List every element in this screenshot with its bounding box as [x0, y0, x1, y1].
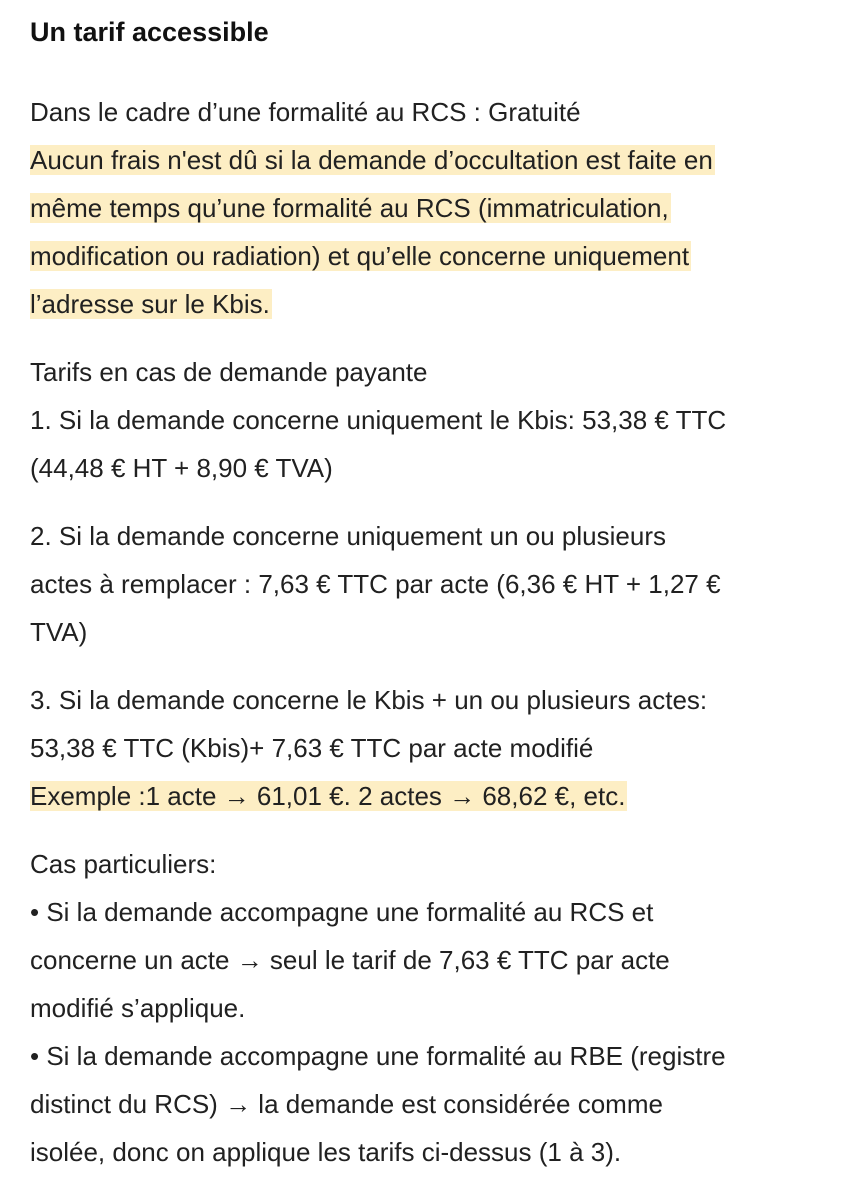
highlighted-text: l’adresse sur le Kbis. — [30, 289, 270, 319]
document — [30, 14, 830, 1176]
section-rcs-heading: Dans le cadre d’une formalité au RCS : Gratuité — [30, 97, 581, 127]
tarif-item-2: 2. Si la demande concerne uniquement un ou plusieurs — [30, 521, 666, 551]
section-item-2 — [30, 512, 830, 656]
section-cas-particuliers — [30, 840, 830, 1176]
highlight-line — [30, 136, 830, 184]
tarif-item-2-line: actes à remplacer : 7,63 € TTC par acte (6,36 € HT + 1,27 € — [30, 569, 721, 599]
tarif-item-1-detail: (44,48 € HT + 8,90 € TVA) — [30, 453, 333, 483]
tarif-item-3: 3. Si la demande concerne le Kbis + un ou plusieurs actes: — [30, 685, 708, 715]
highlight-line — [30, 232, 830, 280]
highlighted-text: Aucun frais n'est dû si la demande d’occultation est faite en — [30, 145, 713, 175]
section-item-3 — [30, 676, 830, 820]
cas-bullet-1: • Si la demande accompagne une formalité au RCS et — [30, 897, 654, 927]
cas-bullet-1-line: modifié s’applique. — [30, 993, 246, 1023]
highlighted-text: même temps qu’une formalité au RCS (immatriculation, — [30, 193, 669, 223]
tarif-item-2-line: TVA) — [30, 617, 88, 647]
example-highlight: Exemple :1 acte → 61,01 €. 2 actes → 68,62 €, etc. — [30, 781, 626, 811]
section-tarifs — [30, 348, 830, 492]
tarif-item-3-line: 53,38 € TTC (Kbis)+ 7,63 € TTC par acte modifié — [30, 733, 594, 763]
tarifs-heading: Tarifs en cas de demande payante — [30, 357, 428, 387]
cas-bullet-2-line: distinct du RCS) → la demande est considérée comme — [30, 1089, 663, 1119]
cas-bullet-2: • Si la demande accompagne une formalité au RBE (registre — [30, 1041, 726, 1071]
highlighted-text: modification ou radiation) et qu’elle concerne uniquement — [30, 241, 690, 271]
page-title: Un tarif accessible — [30, 17, 269, 47]
cas-heading: Cas particuliers: — [30, 849, 217, 879]
cas-bullet-2-line: isolée, donc on applique les tarifs ci-dessus (1 à 3). — [30, 1137, 622, 1167]
example-line — [30, 772, 830, 820]
highlight-line — [30, 184, 830, 232]
section-rcs-free — [30, 88, 830, 328]
cas-bullet-1-line: concerne un acte → seul le tarif de 7,63 € TTC par acte — [30, 945, 670, 975]
highlight-line — [30, 280, 830, 328]
tarif-item-1: 1. Si la demande concerne uniquement le Kbis: 53,38 € TTC — [30, 405, 727, 435]
